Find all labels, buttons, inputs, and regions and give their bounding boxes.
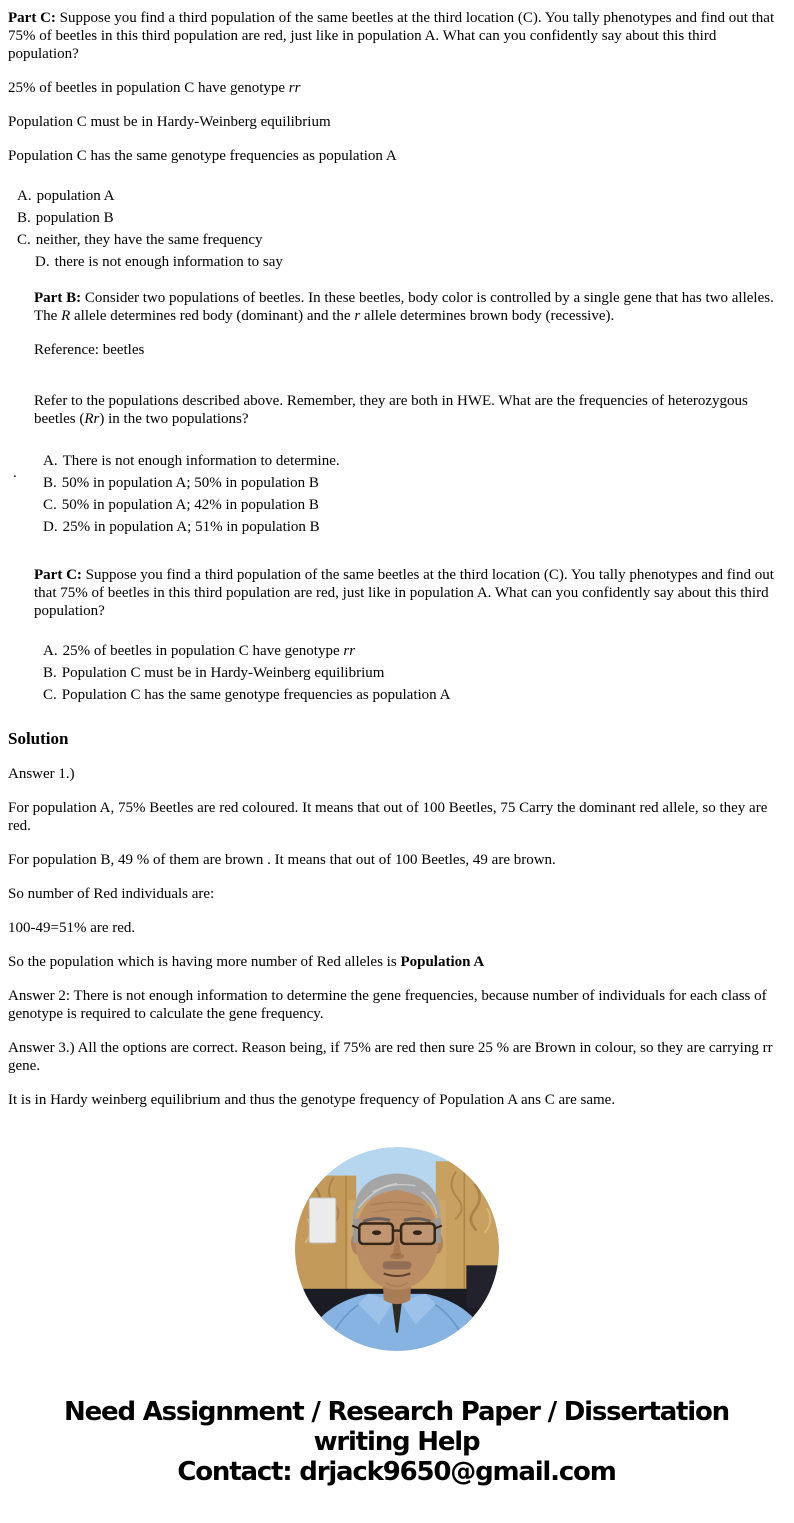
question-hwe-frequencies — [34, 392, 785, 428]
option-item — [8, 185, 785, 207]
option-item — [8, 472, 785, 494]
avatar — [295, 1147, 499, 1351]
option-marker: D. — [43, 519, 58, 535]
option-marker: C. — [43, 687, 57, 703]
part-b-text: allele determines brown body (recessive). — [360, 308, 615, 324]
footer-banner — [8, 1397, 785, 1487]
option-marker: B. — [17, 210, 31, 226]
part-c-label: Part C: — [8, 10, 56, 26]
question-text: ) in the two populations? — [99, 411, 249, 427]
question-text: Refer to the populations described above. Remember, they are both in HWE. What are the frequencies of heterozygous beetles ( — [34, 393, 748, 427]
part-b-text: allele determines red body (dominant) and the — [70, 308, 355, 324]
genotype-symbol-Rr: Rr — [84, 411, 100, 427]
option-item — [8, 640, 785, 662]
statement-hwe — [8, 113, 785, 131]
part-c-text: Suppose you find a third population of the same beetles at the third location (C). You tally phenotypes and find out that 75% of beetles in this third population are red, just like in population A. What can you confidently say about this third population? — [8, 10, 775, 62]
answer1-population-b: For population B, 49 % of them are brown . It means that out of 100 Beetles, 49 are brown. — [8, 852, 556, 868]
part-c-question-repeat — [34, 566, 785, 620]
option-marker: C. — [43, 497, 57, 513]
option-marker: B. — [43, 475, 57, 491]
part-c-question — [8, 9, 785, 63]
option-item — [8, 516, 785, 538]
allele-symbol-R: R — [61, 308, 71, 324]
reference-line — [34, 341, 785, 359]
statement-text: Population C must be in Hardy-Weinberg equilibrium — [8, 114, 331, 130]
statement-genotype-rr — [8, 79, 785, 97]
option-text: 25% of beetles in population C have genotype — [62, 643, 344, 659]
option-text: 50% in population A; 50% in population B — [61, 475, 319, 491]
part-b-question — [34, 289, 785, 325]
stray-period: . — [13, 465, 17, 481]
answer-options-1 — [8, 185, 785, 273]
part-c-label: Part C: — [34, 567, 82, 583]
answer1-calculation: 100-49=51% are red. — [8, 920, 136, 936]
option-text: 25% in population A; 51% in population B — [62, 519, 320, 535]
footer-line-3: Contact: drjack9650@gmail.com — [177, 1457, 616, 1487]
genotype-symbol: rr — [343, 643, 356, 659]
answer-options-3 — [8, 640, 785, 706]
footer-line-1: Need Assignment / Research Paper / Dissertation — [64, 1397, 729, 1427]
option-item — [8, 229, 785, 251]
option-text: Population C must be in Hardy-Weinberg equilibrium — [61, 665, 385, 681]
option-marker: C. — [17, 232, 31, 248]
answer-3-paragraph: Answer 3.) All the options are correct. Reason being, if 75% are red then sure 25 % are Brown in colour, so they are carrying rr gene. — [8, 1040, 773, 1074]
answer1-red-count: So number of Red individuals are: — [8, 886, 215, 902]
part-b-label: Part B: — [34, 290, 82, 306]
option-marker: A. — [43, 453, 58, 469]
conclusion-text: So the population which is having more number of Red alleles is — [8, 954, 401, 970]
option-text: population A — [36, 188, 115, 204]
part-b-text: Consider two populations of beetles. In these beetles, body color is controlled by a single gene that has two alleles. The — [34, 290, 774, 324]
answer1-conclusion — [8, 953, 785, 971]
option-marker: B. — [43, 665, 57, 681]
footer-line-2: writing Help — [313, 1427, 480, 1457]
answer-2-paragraph: Answer 2: There is not enough information to determine the gene frequencies, because number of individuals for each class of genotype is required to calculate the gene frequency. — [8, 988, 767, 1022]
option-item — [8, 494, 785, 516]
solution-heading: Solution — [8, 729, 69, 748]
part-c-text: Suppose you find a third population of the same beetles at the third location (C). You tally phenotypes and find out that 75% of beetles in this third population are red, just like in population A. What can you confidently say about this third population? — [34, 567, 774, 619]
answer-options-2 — [8, 450, 785, 538]
answer-3-conclusion: It is in Hardy weinberg equilibrium and thus the genotype frequency of Population A ans C are same. — [8, 1092, 616, 1108]
option-item — [8, 662, 785, 684]
reference-text: Reference: beetles — [34, 342, 145, 358]
option-text: population B — [35, 210, 114, 226]
option-marker: A. — [17, 188, 32, 204]
answer1-population-a: For population A, 75% Beetles are red coloured. It means that out of 100 Beetles, 75 Carry the dominant red allele, so they are red. — [8, 800, 768, 834]
statement-frequencies — [8, 147, 785, 165]
option-item — [8, 684, 785, 706]
option-item — [8, 450, 785, 472]
option-marker: A. — [43, 643, 58, 659]
allele-symbol-r: r — [354, 308, 361, 324]
option-marker: D. — [35, 254, 50, 270]
option-text: Population C has the same genotype frequencies as population A — [61, 687, 451, 703]
avatar-photo — [295, 1147, 499, 1351]
statement-text: Population C has the same genotype frequencies as population A — [8, 148, 397, 164]
genotype-symbol: rr — [288, 80, 301, 96]
option-item — [8, 251, 785, 273]
option-text: There is not enough information to determine. — [62, 453, 340, 469]
conclusion-population: Population A — [400, 954, 485, 970]
option-text: there is not enough information to say — [54, 254, 283, 270]
option-item — [8, 207, 785, 229]
option-text: 50% in population A; 42% in population B — [61, 497, 319, 513]
option-text: neither, they have the same frequency — [35, 232, 263, 248]
answer-1-label: Answer 1.) — [8, 766, 75, 782]
statement-text: 25% of beetles in population C have genotype — [8, 80, 289, 96]
